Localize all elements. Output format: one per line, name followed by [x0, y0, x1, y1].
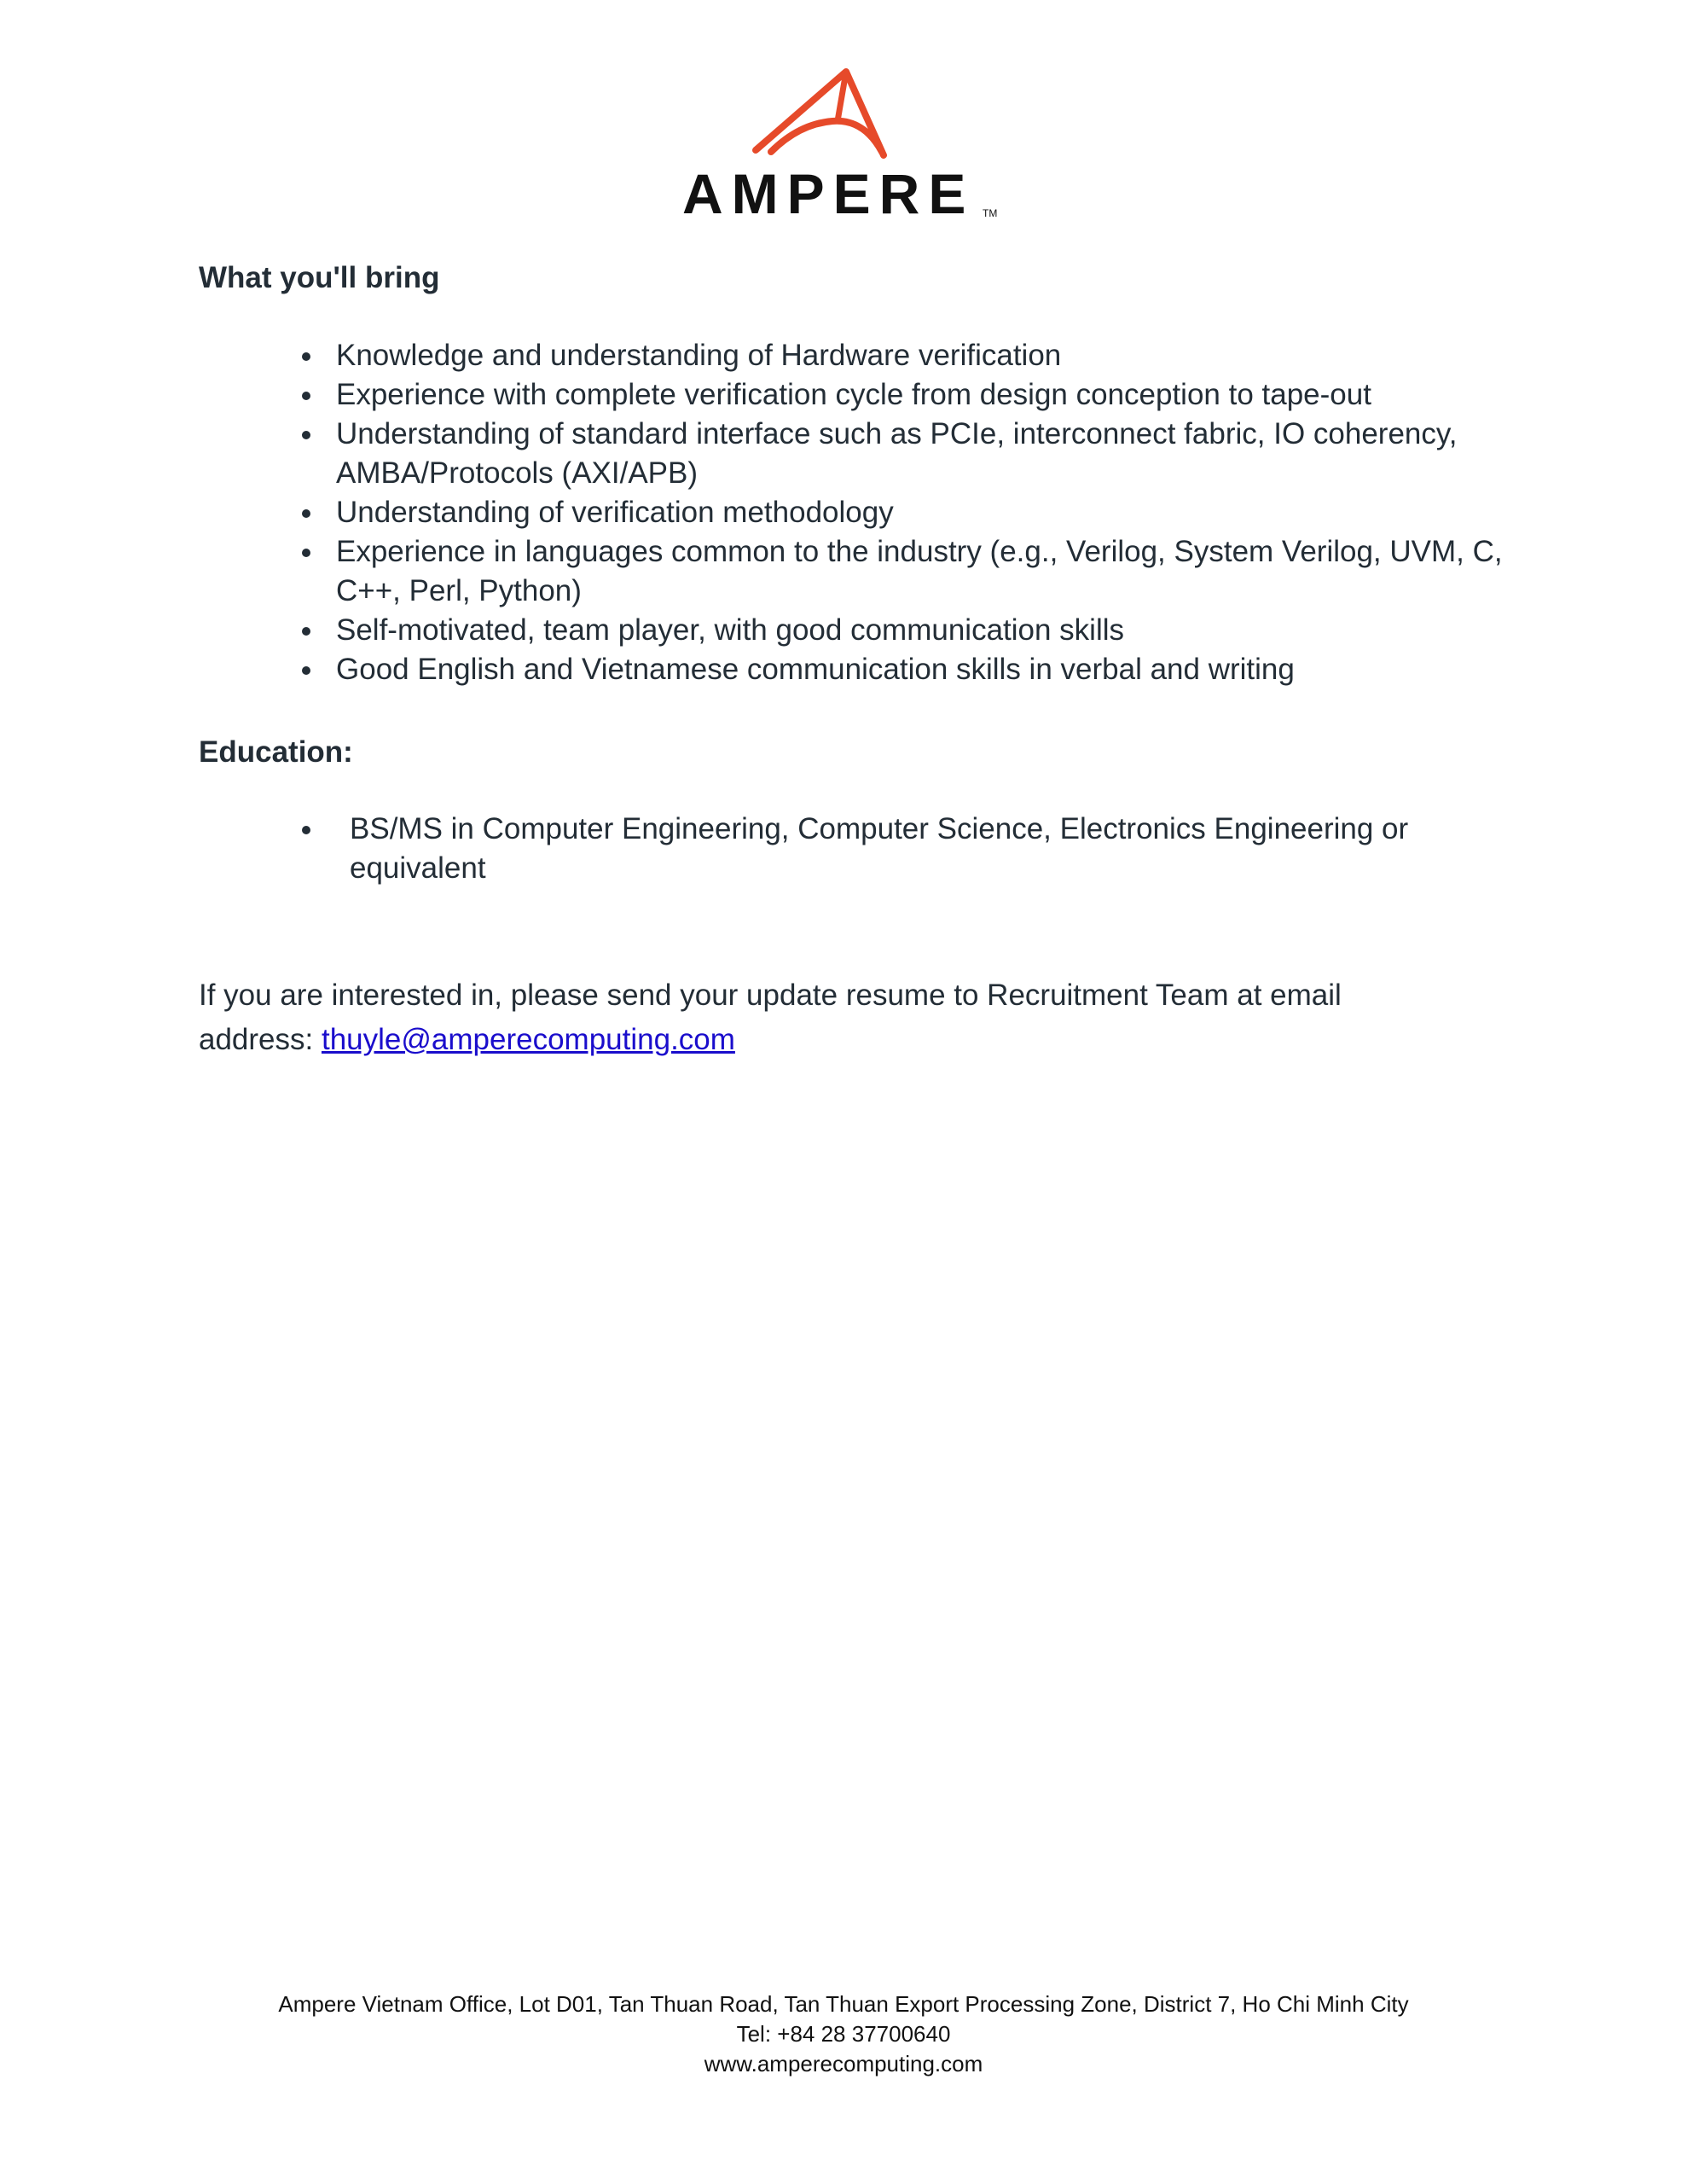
bullet-dot — [302, 666, 310, 675]
bullet-dot — [302, 549, 310, 557]
footer-tel: Tel: +84 28 37700640 — [736, 2021, 951, 2047]
ampere-logo — [682, 67, 1006, 237]
footer-address: Ampere Vietnam Office, Lot D01, Tan Thuan Road, Tan Thuan Export Processing Zone, District 7, Ho Chi Minh City — [278, 1991, 1409, 2017]
logo-wordmark: AMPERE — [682, 162, 975, 225]
contact-paragraph — [199, 973, 1461, 1062]
footer — [0, 1989, 1687, 2079]
ampere-logo-mark — [682, 67, 1006, 237]
requirement-item: Knowledge and understanding of Hardware verification — [299, 336, 1530, 375]
education-list — [299, 810, 1493, 888]
bullet-dot — [302, 509, 310, 518]
requirement-item: Good English and Vietnamese communication skills in verbal and writing — [299, 650, 1530, 689]
bullet-dot — [302, 352, 310, 361]
contact-text: If you are interested in, please send your update resume to Recruitment Team at email address: — [199, 979, 1342, 1056]
requirement-item: Self-motivated, team player, with good communication skills — [299, 611, 1530, 650]
footer-website: www.amperecomputing.com — [704, 2051, 983, 2077]
logo-trademark: TM — [983, 207, 998, 219]
what-you-will-bring-heading: What you'll bring — [199, 261, 440, 294]
requirements-list — [299, 336, 1530, 689]
bullet-dot — [302, 627, 310, 636]
education-item: BS/MS in Computer Engineering, Computer Science, Electronics Engineering or equivalent — [299, 810, 1493, 888]
bullet-dot — [302, 392, 310, 400]
requirement-item: Experience with complete verification cycle from design conception to tape-out — [299, 375, 1530, 415]
logo-peak — [756, 72, 884, 155]
requirement-item: Experience in languages common to the industry (e.g., Verilog, System Verilog, UVM, C, C++, Perl, Python) — [299, 532, 1530, 611]
education-heading: Education: — [199, 735, 353, 769]
bullet-dot — [302, 826, 310, 834]
bullet-dot — [302, 431, 310, 439]
email-link[interactable]: thuyle@amperecomputing.com — [321, 1023, 735, 1056]
requirement-item: Understanding of standard interface such as PCIe, interconnect fabric, IO coherency, AMBA/Protocols (AXI/APB) — [299, 415, 1530, 493]
requirement-item: Understanding of verification methodology — [299, 493, 1530, 532]
